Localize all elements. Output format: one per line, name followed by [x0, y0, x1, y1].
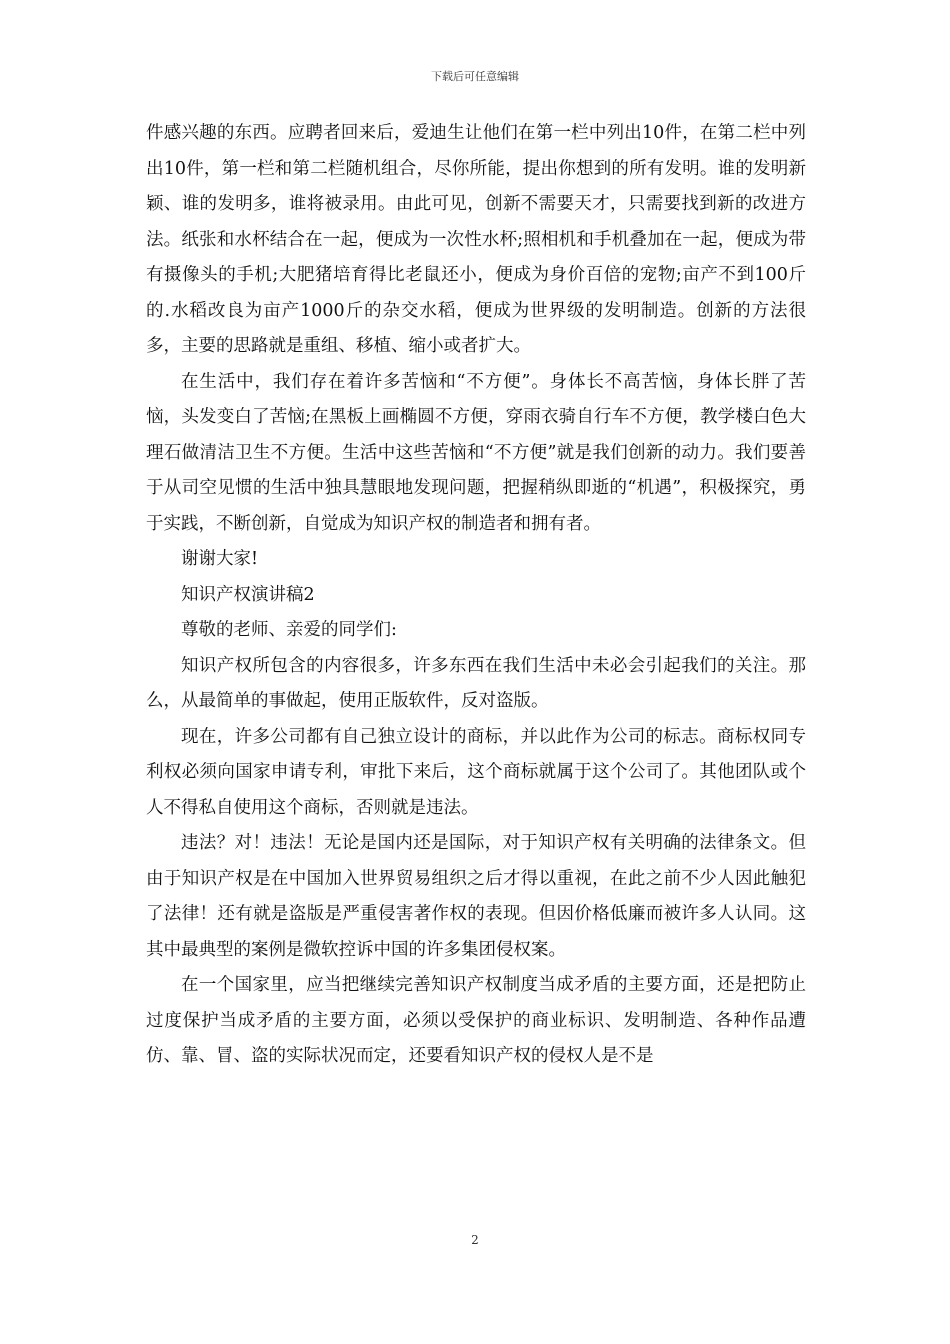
- document-body: [146, 116, 806, 1075]
- paragraph: 违法？对！违法！无论是国内还是国际，对于知识产权有关明确的法律条文。但由于知识产权是在中国加入世界贸易组织之后才得以重视，在此之前不少人因此触犯了法律！还有就是盗版是严重侵害著作权的表现。但因价格低廉而被许多人认同。这其中最典型的案例是微软控诉中国的许多集团侵权案。: [146, 833, 806, 960]
- page-number: 2: [471, 1233, 479, 1247]
- salutation: 尊敬的老师、亲爱的同学们:: [181, 620, 397, 640]
- section-heading: 知识产权演讲稿2: [181, 584, 315, 605]
- paragraph: 谢谢大家!: [181, 549, 259, 569]
- paragraph: 件感兴趣的东西。应聘者回来后，爱迪生让他们在第一栏中列出10件，在第二栏中列出10件，第一栏和第二栏随机组合，尽你所能，提出你想到的所有发明。谁的发明新颖、谁的发明多，谁将被录用。由此可见，创新不需要天才，只需要找到新的改进方法。纸张和水杯结合在一起，便成为一次性水杯;照相机和手机叠加在一起，便成为带有摄像头的手机;大肥猪培育得比老鼠还小，便成为身价百倍的宠物;亩产不到100斤的.水稻改良为亩产1000斤的杂交水稻，便成为世界级的发明制造。创新的方法很多，主要的思路就是重组、移植、缩小或者扩大。: [146, 123, 806, 356]
- paragraph: 现在，许多公司都有自己独立设计的商标，并以此作为公司的标志。商标权同专利权必须向国家申请专利，审批下来后，这个商标就属于这个公司了。其他团队或个人不得私自使用这个商标，否则就是违法。: [146, 726, 806, 818]
- paragraph: 知识产权所包含的内容很多，许多东西在我们生活中未必会引起我们的关注。那么，从最简单的事做起，使用正版软件，反对盗版。: [146, 655, 806, 711]
- page-header: 下载后可任意编辑: [431, 70, 519, 83]
- paragraph: 在生活中，我们存在着许多苦恼和“不方便”。身体长不高苦恼，身体长胖了苦恼，头发变白了苦恼;在黑板上画椭圆不方便，穿雨衣骑自行车不方便，教学楼白色大理石做清洁卫生不方便。生活中这些苦恼和“不方便”就是我们创新的动力。我们要善于从司空见惯的生活中独具慧眼地发现问题，把握稍纵即逝的“机遇”，积极探究，勇于实践，不断创新，自觉成为知识产权的制造者和拥有者。: [146, 371, 806, 534]
- paragraph: 在一个国家里，应当把继续完善知识产权制度当成矛盾的主要方面，还是把防止过度保护当成矛盾的主要方面，必须以受保护的商业标识、发明制造、各种作品遭仿、靠、冒、盗的实际状况而定，还要看知识产权的侵权人是不是: [146, 975, 806, 1066]
